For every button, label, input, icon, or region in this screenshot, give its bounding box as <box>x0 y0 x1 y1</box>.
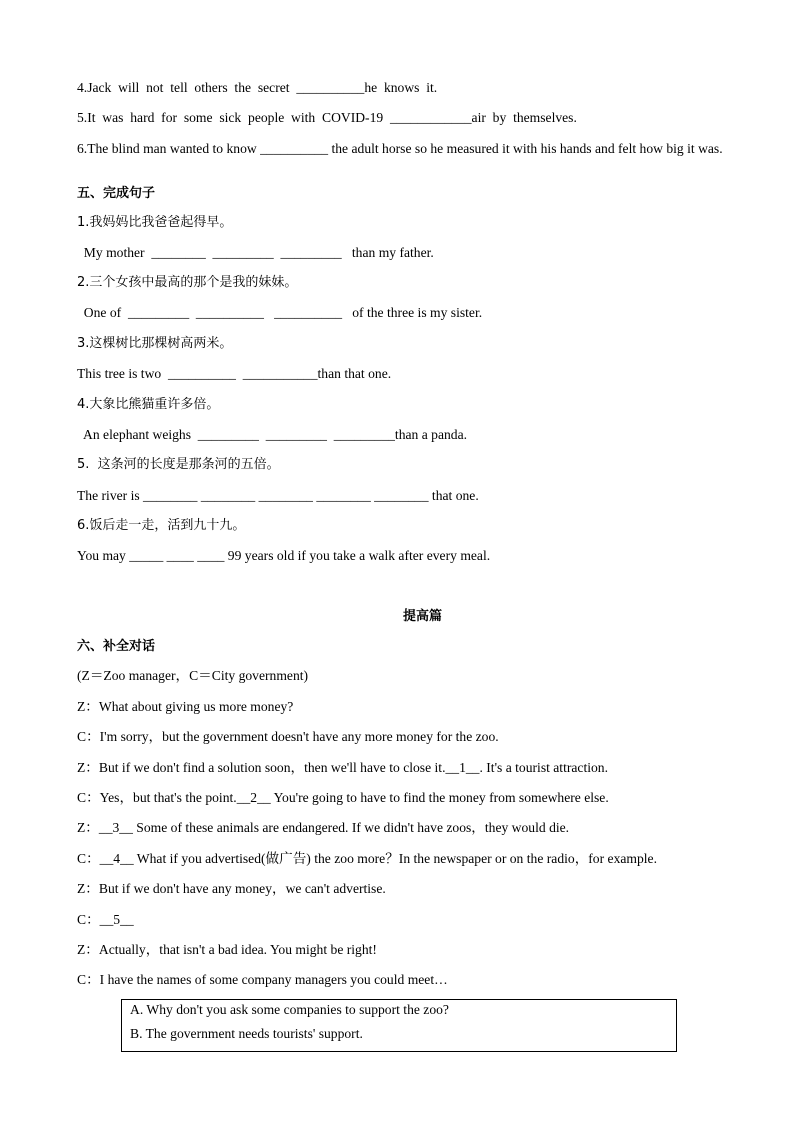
dialogue-text: You're going to have to find the money from somewhere else. <box>270 790 609 805</box>
sentence-cn-1: 1.我妈妈比我爸爸起得早。 <box>77 215 233 230</box>
dialogue-text: C： <box>77 912 100 927</box>
answer-blank[interactable]: ____________ <box>389 110 472 125</box>
question-text: 6.The blind man wanted to know <box>77 141 261 156</box>
dialogue-line <box>77 818 569 838</box>
dialogue-line: Z：But if we don't have any money，we can't advertise. <box>77 881 386 896</box>
question-text: 5.It was hard for some sick people with COVID-19 <box>77 110 390 125</box>
answer-blank-1[interactable]: __1__ <box>445 760 480 775</box>
option-b[interactable]: B. The government needs tourists' support. <box>130 1026 363 1041</box>
sentence-cn-5: 5. 这条河的长度是那条河的五倍。 <box>77 457 280 472</box>
sentence-en-3[interactable]: This tree is two __________ ___________than that one. <box>77 366 392 381</box>
option-a[interactable]: A. Why don't you ask some companies to support the zoo? <box>130 1002 449 1017</box>
question-text: 4.Jack will not tell others the secret <box>77 80 297 95</box>
sentence-en-1[interactable]: My mother ________ _________ _________ than my father. <box>77 245 434 260</box>
dialogue-text: Z：But if we don't find a solution soon，then we'll have to close it. <box>77 760 446 775</box>
dialogue-roles: (Z＝Zoo manager，C＝City government) <box>77 668 309 683</box>
question-text: air by themselves. <box>471 110 577 125</box>
sentence-cn-4: 4.大象比熊猫重许多倍。 <box>77 397 220 412</box>
dialogue-line: C：I'm sorry，but the government doesn't have any more money for the zoo. <box>77 729 499 744</box>
dialogue-line: Z：What about giving us more money? <box>77 699 294 714</box>
answer-blank-5[interactable]: __5__ <box>99 912 134 927</box>
advanced-title: 提高篇 <box>402 609 442 624</box>
question-text: the adult horse so he measured it with his hands and felt how big it was. <box>328 141 723 156</box>
question-4 <box>77 78 437 98</box>
question-text: he knows it. <box>364 80 438 95</box>
answer-blank-2[interactable]: __2__ <box>236 790 271 805</box>
dialogue-line <box>77 758 608 778</box>
answer-blank[interactable]: __________ <box>260 141 329 156</box>
answer-blank-3[interactable]: __3__ <box>98 820 133 835</box>
answer-blank-4[interactable]: __4__ <box>99 851 134 866</box>
answer-blank[interactable]: __________ <box>296 80 365 95</box>
dialogue-text: C：Yes，but that's the point. <box>77 790 237 805</box>
dialogue-line: C：I have the names of some company managers you could meet… <box>77 972 448 987</box>
dialogue-text: Z： <box>77 820 99 835</box>
dialogue-text: C： <box>77 851 100 866</box>
dialogue-text: Some of these animals are endangered. If we didn't have zoos，they would die. <box>132 820 570 835</box>
sentence-en-6[interactable]: You may _____ ____ ____ 99 years old if you take a walk after every meal. <box>77 548 491 563</box>
sentence-cn-2: 2.三个女孩中最高的那个是我的妹妹。 <box>77 275 298 290</box>
question-6 <box>77 139 727 159</box>
sentence-en-4[interactable]: An elephant weighs _________ _________ _________than a panda. <box>77 427 468 442</box>
dialogue-line: Z：Actually，that isn't a bad idea. You might be right! <box>77 942 377 957</box>
dialogue-text: What if you advertised(做广告) the zoo more？In the newspaper or on the radio，for example. <box>133 851 657 866</box>
section-6-heading: 六、补全对话 <box>77 639 156 654</box>
dialogue-text: . It's a tourist attraction. <box>479 760 609 775</box>
options-box <box>121 999 677 1052</box>
dialogue-line <box>77 910 134 930</box>
sentence-cn-6: 6.饭后走一走，活到九十九。 <box>77 518 246 533</box>
section-5-heading: 五、完成句子 <box>77 186 156 201</box>
sentence-cn-3: 3.这棵树比那棵树高两米。 <box>77 336 233 351</box>
dialogue-line <box>77 849 657 869</box>
sentence-en-2[interactable]: One of _________ __________ __________ of the three is my sister. <box>77 305 483 320</box>
dialogue-line <box>77 788 609 808</box>
sentence-en-5[interactable]: The river is ________ ________ ________ ________ ________ that one. <box>77 488 479 503</box>
question-5 <box>77 108 577 128</box>
